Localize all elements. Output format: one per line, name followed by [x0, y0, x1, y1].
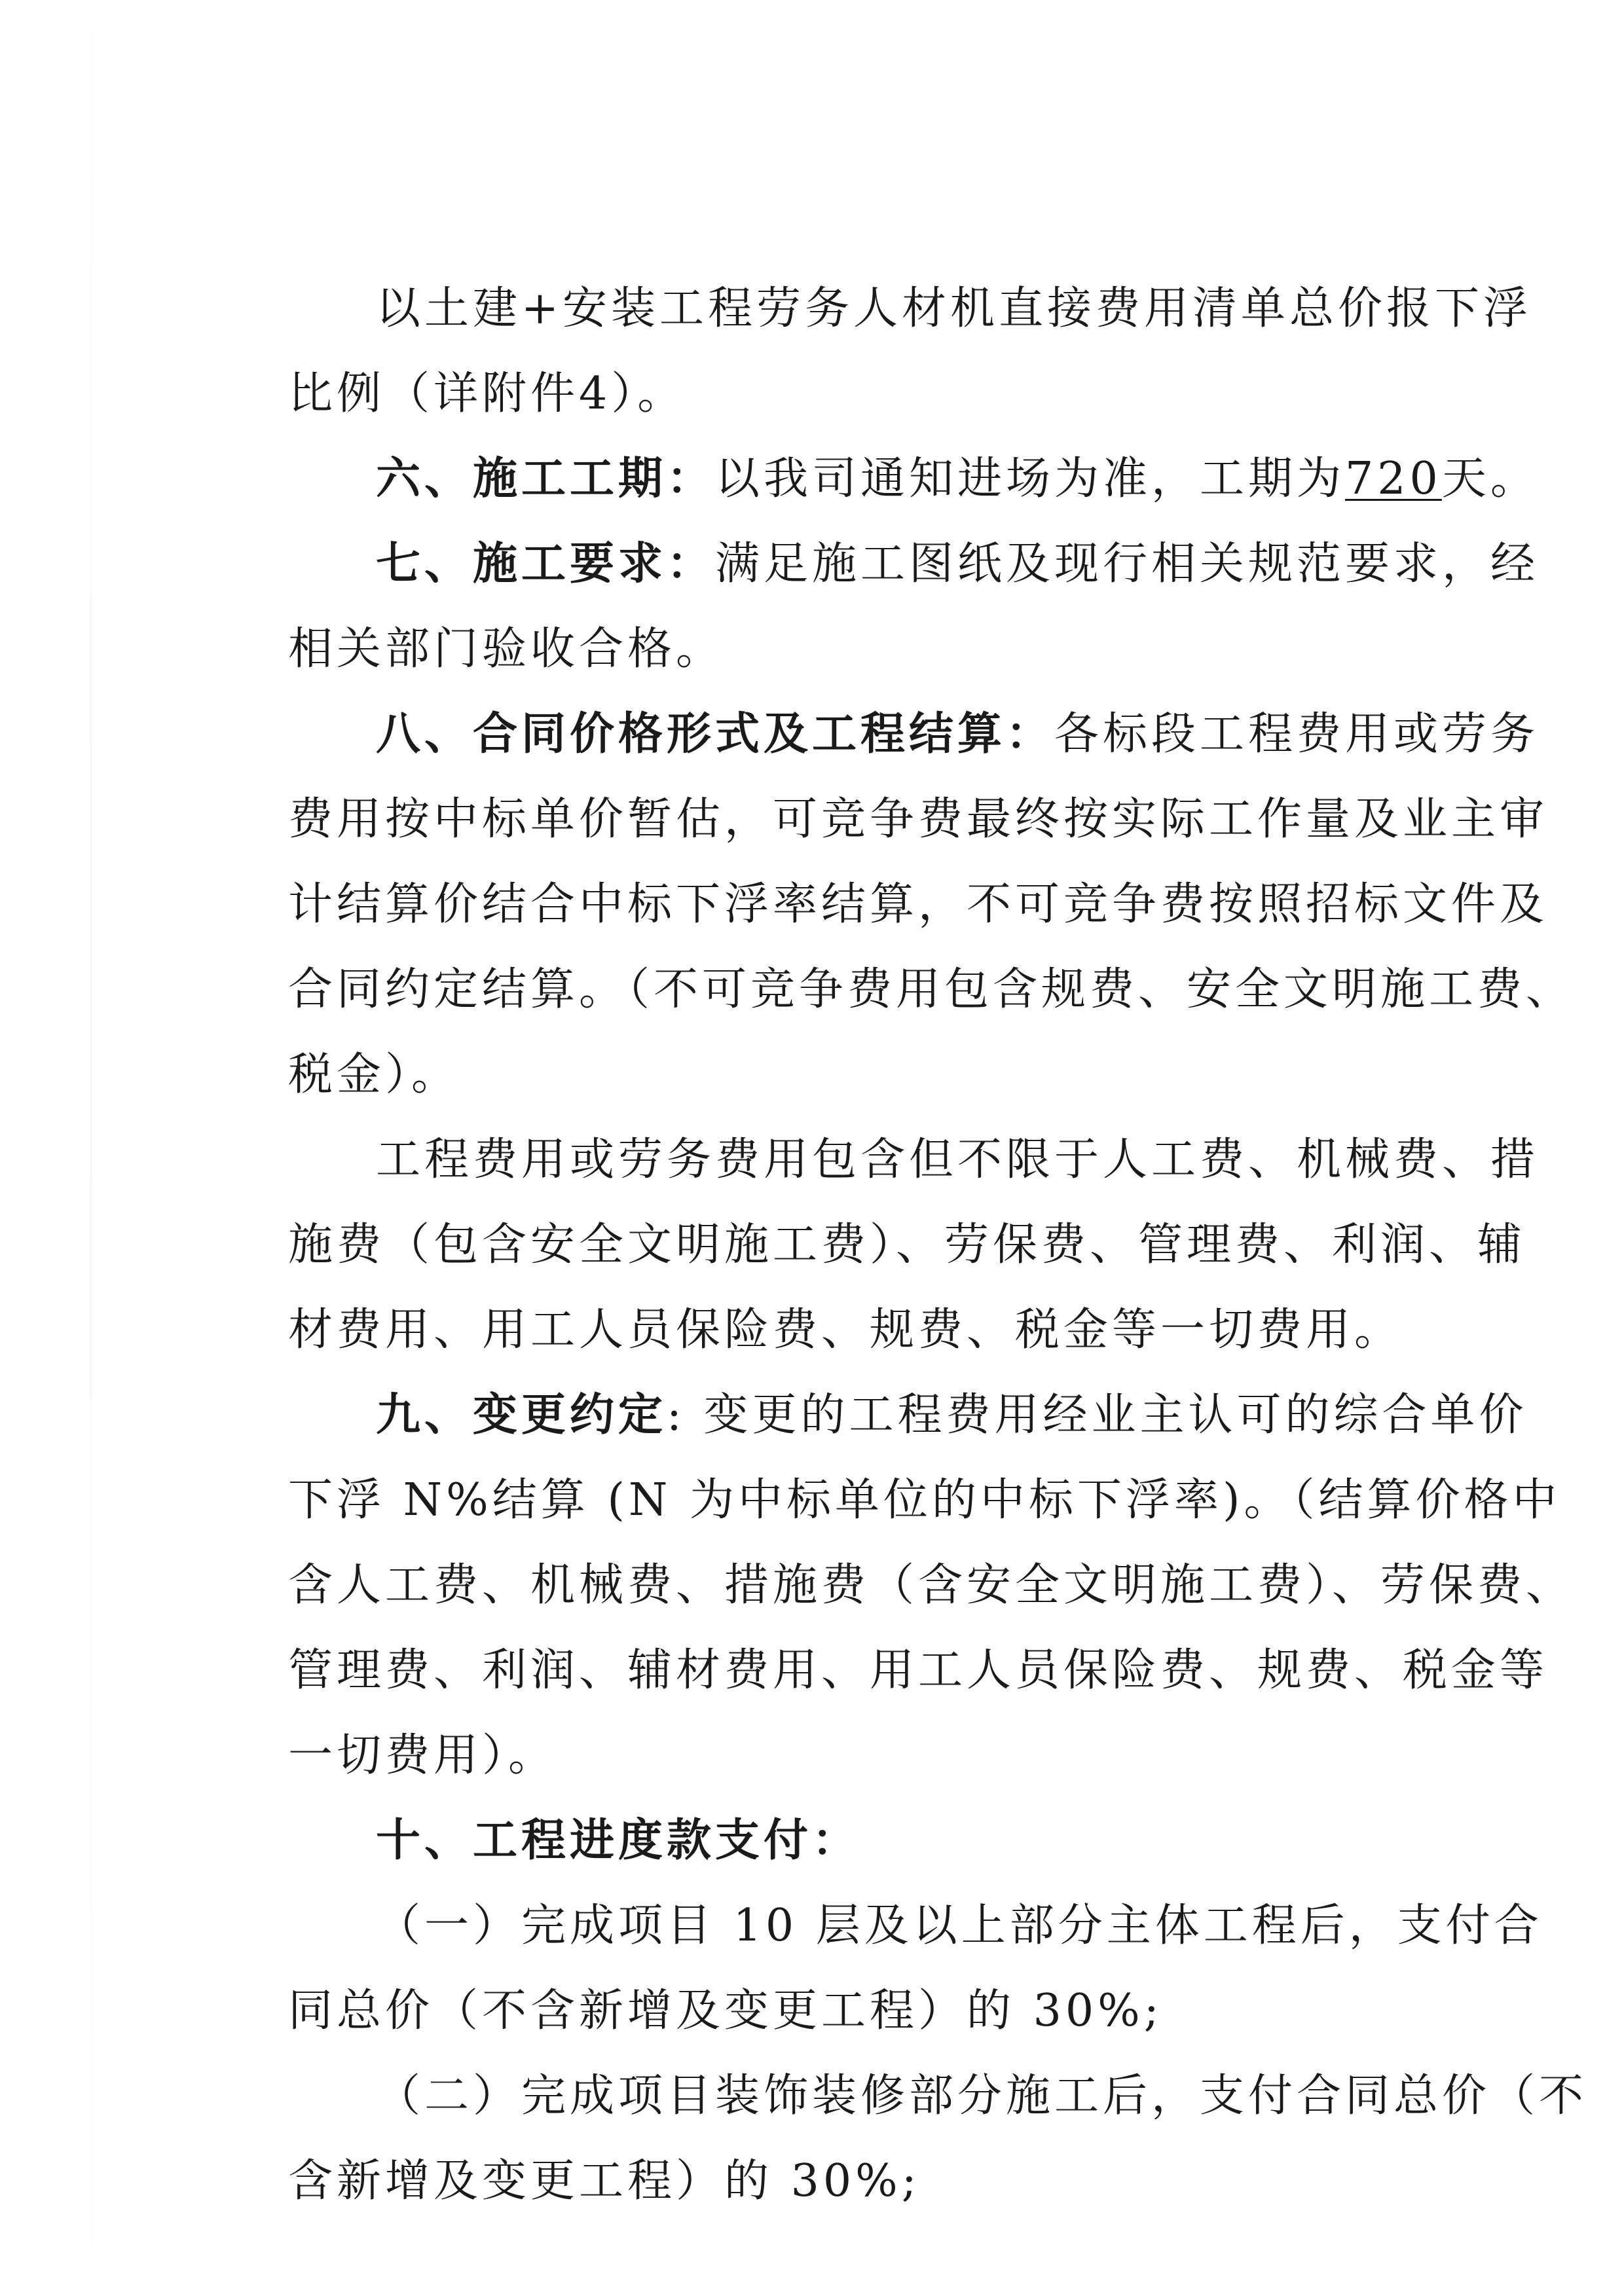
paragraph-line: （二）完成项目装饰装修部分施工后，支付合同总价（不 [376, 2070, 1588, 2122]
paragraph-line: （一）完成项目 10 层及以上部分主体工程后，支付合 [376, 1900, 1543, 1952]
scan-edge-shadow [90, 0, 92, 2296]
paragraph-line: 合同约定结算。（不可竞争费用包含规费、安全文明施工费、 [288, 964, 1575, 1015]
section-text: 各标段工程费用或劳务 [1054, 708, 1540, 760]
paragraph-line: 工程费用或劳务费用包含但不限于人工费、机械费、措 [376, 1134, 1540, 1186]
section-heading: 七、施工要求： [376, 538, 716, 590]
paragraph-line: 比例（详附件4）。 [288, 368, 686, 420]
section-9-line [376, 1389, 1528, 1442]
construction-days: 720 [1345, 453, 1442, 505]
paragraph-line: 同总价（不含新增及变更工程）的 30%; [288, 1985, 1163, 2037]
section-8-line [376, 708, 1540, 761]
section-6-line [376, 453, 1539, 505]
paragraph-line: 费用按中标单价暂估，可竞争费最终按实际工作量及业主审 [288, 793, 1549, 845]
paragraph-line: 下浮 N%结算 (N 为中标单位的中标下浮率)。（结算价格中 [288, 1474, 1561, 1526]
paragraph-line: 以土建+安装工程劳务人材机直接费用清单总价报下浮 [376, 283, 1532, 335]
section-text: 满足施工图纸及现行相关规范要求，经 [715, 538, 1540, 590]
paragraph-line: 含新增及变更工程）的 30%; [288, 2155, 921, 2207]
section-text: 天。 [1441, 453, 1539, 505]
paragraph-line: 一切费用）。 [288, 1730, 557, 1781]
paragraph-line: 计结算价结合中标下浮率结算，不可竞争费按照招标文件及 [288, 879, 1549, 930]
paragraph-line: 施费（包含安全文明施工费）、劳保费、管理费、利润、辅 [288, 1219, 1526, 1271]
paragraph-line: 管理费、利润、辅材费用、用工人员保险费、规费、税金等 [288, 1645, 1549, 1696]
section-heading: 六、施工工期： [376, 453, 716, 505]
paragraph-line: 材费用、用工人员保险费、规费、税金等一切费用。 [288, 1304, 1403, 1356]
section-text: : 变更的工程费用经业主认可的综合单价 [667, 1389, 1528, 1441]
paragraph-line: 含人工费、机械费、措施费（含安全文明施工费）、劳保费、 [288, 1559, 1575, 1611]
section-heading: 九、变更约定 [376, 1389, 667, 1441]
paragraph-line: 税金）。 [288, 1049, 460, 1101]
section-10-heading: 十、工程进度款支付： [376, 1815, 861, 1867]
paragraph-line: 相关部门验收合格。 [288, 623, 725, 675]
section-heading: 八、合同价格形式及工程结算： [376, 708, 1055, 760]
section-text: 以我司通知进场为准，工期为 [715, 453, 1346, 505]
section-7-line [376, 538, 1540, 591]
